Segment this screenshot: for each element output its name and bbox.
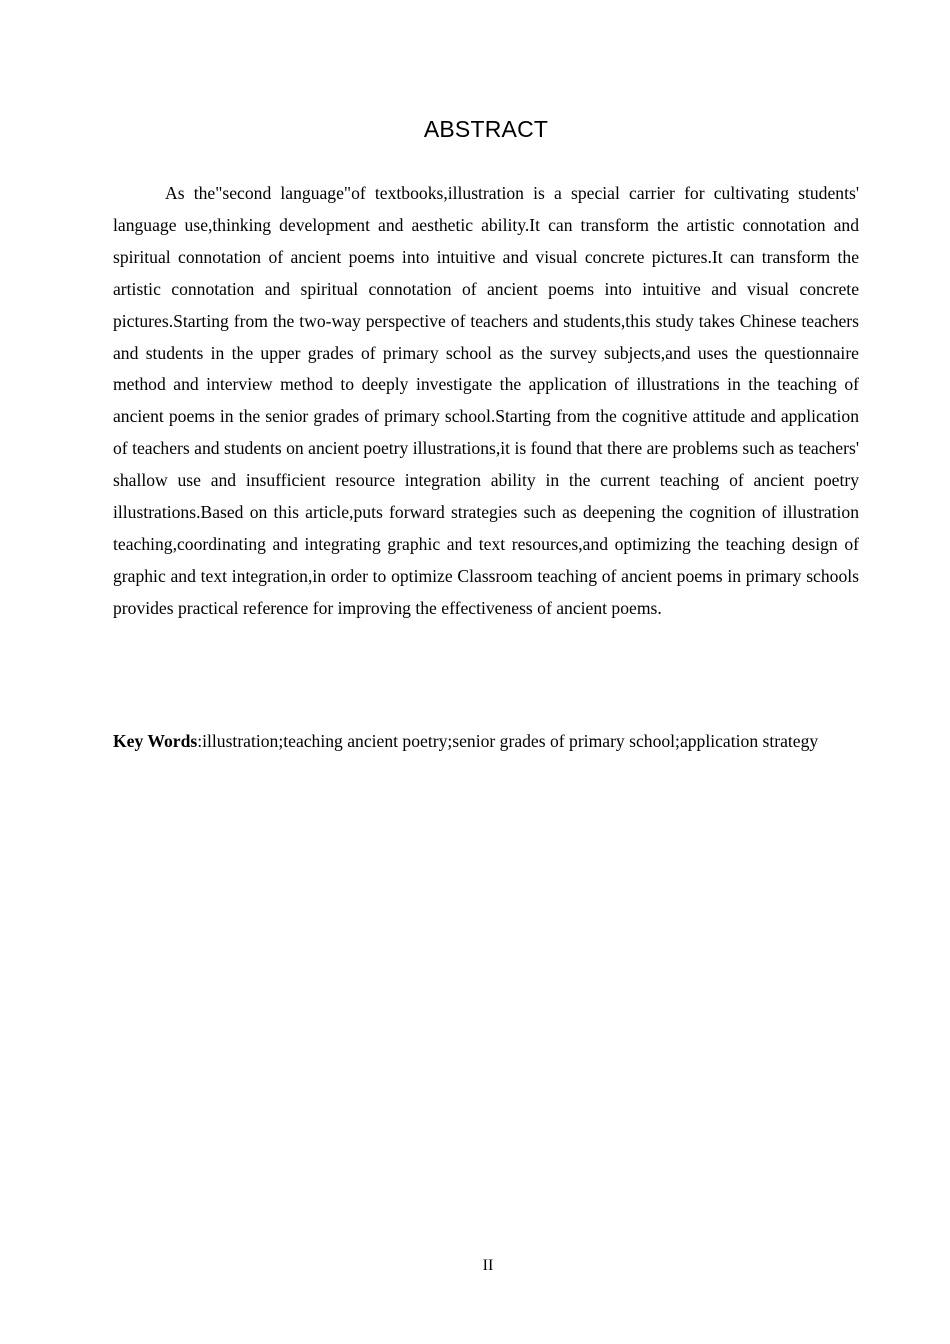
abstract-body: As the"second language"of textbooks,illustration is a special carrier for cultivating students' language use,thinking development and aesthetic ability.It can transform the artistic connotation and spiritual connotation of ancient poems into intuitive and visual concrete pictures.It can transform the artistic connotation and spiritual connotation of ancient poems into intuitive and visual concrete pictures.Starting from the two-way perspective of teachers and students,this study takes Chinese teachers and students in the upper grades of primary school as the survey subjects,and uses the questionnaire method and interview method to deeply investigate the application of illustrations in the teaching of ancient poems in the senior grades of primary school.Starting from the cognitive attitude and application of teachers and students on ancient poetry illustrations,it is found that there are problems such as teachers' shallow use and insufficient resource integration ability in the current teaching of ancient poetry illustrations.Based on this article,puts forward strategies such as deepening the cognition of illustration teaching,coordinating and integrating graphic and text resources,and optimizing the teaching design of graphic and text integration,in order to optimize Classroom teaching of ancient poems in primary schools provides practical reference for improving the effectiveness of ancient poems. — [113, 183, 859, 618]
keywords-text: :illustration;teaching ancient poetry;senior grades of primary school;application strategy — [197, 731, 819, 751]
page-number: II — [482, 1257, 494, 1274]
keywords-label: Key Words — [113, 731, 198, 751]
abstract-title: ABSTRACT — [423, 116, 549, 142]
keywords-paragraph — [113, 724, 859, 759]
